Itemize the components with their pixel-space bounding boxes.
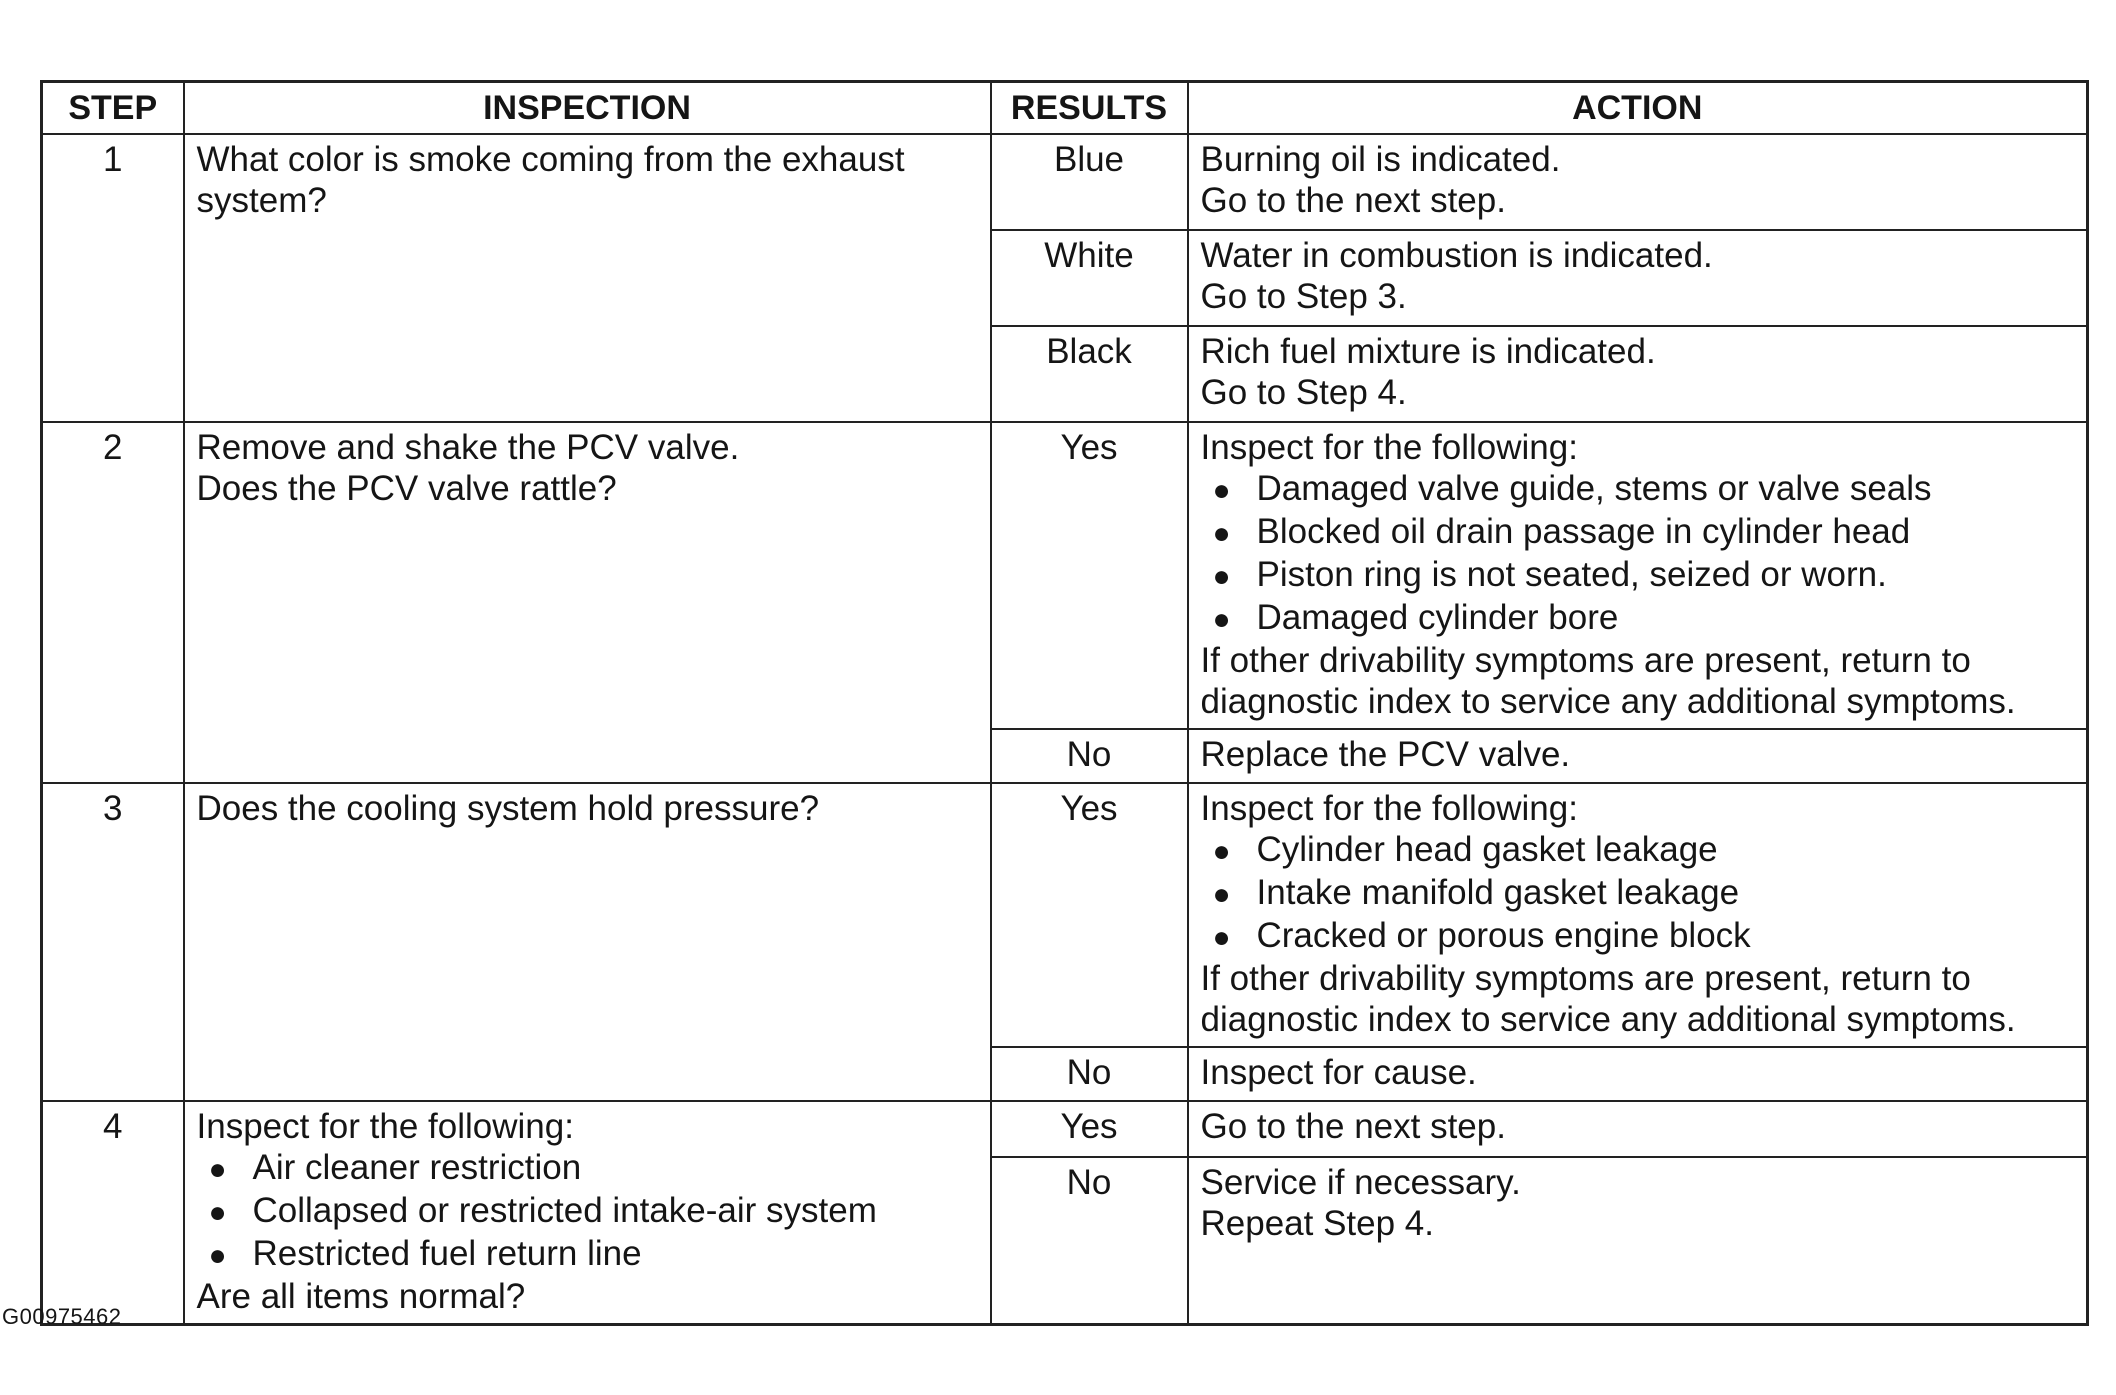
inspection-intro: Inspect for the following:	[196, 1107, 574, 1146]
action-text: diagnostic index to service any additional symptoms.	[1200, 682, 2016, 721]
bullet-icon: ●	[1212, 517, 1231, 550]
action-text: Go to Step 4.	[1200, 373, 1407, 412]
step-number: 4	[42, 1101, 184, 1325]
bullet-icon: ●	[1212, 603, 1231, 636]
bullet-item	[197, 1233, 980, 1276]
bullet-icon: ●	[208, 1239, 227, 1272]
bullet-item	[1201, 872, 2077, 915]
action-text: Go to the next step.	[1200, 1107, 1506, 1146]
table-row	[42, 783, 2088, 1047]
bullet-item	[1201, 468, 2077, 511]
bullet-item	[1201, 915, 2077, 958]
action-intro: Inspect for the following:	[1200, 789, 1578, 828]
bullet-text: Restricted fuel return line	[252, 1234, 642, 1273]
inspection-cell	[184, 422, 991, 783]
bullet-item	[1201, 597, 2077, 640]
diagnostic-table	[40, 80, 2089, 1326]
table-row	[42, 1101, 2088, 1157]
header-results: RESULTS	[991, 82, 1188, 135]
bullet-item	[197, 1147, 980, 1190]
result-cell: Black	[991, 326, 1188, 422]
bullet-text: Damaged cylinder bore	[1256, 598, 1619, 637]
bullet-text: Piston ring is not seated, seized or worn.	[1256, 555, 1887, 594]
inspection-cell	[184, 1101, 991, 1325]
action-cell	[1188, 1047, 2088, 1101]
action-text: Burning oil is indicated.	[1200, 140, 1561, 179]
action-text: Rich fuel mixture is indicated.	[1200, 332, 1656, 371]
action-intro: Inspect for the following:	[1200, 428, 1578, 467]
inspection-cell	[184, 134, 991, 422]
bullet-text: Air cleaner restriction	[252, 1148, 582, 1187]
figure-id: G00975462	[2, 1304, 122, 1329]
inspection-text: system?	[196, 181, 327, 220]
result-cell: Yes	[991, 1101, 1188, 1157]
header-action: ACTION	[1188, 82, 2088, 135]
bullet-text: Damaged valve guide, stems or valve seals	[1256, 469, 1932, 508]
inspection-text: What color is smoke coming from the exhaust	[196, 140, 905, 179]
action-text: Water in combustion is indicated.	[1200, 236, 1713, 275]
result-cell: Yes	[991, 422, 1188, 729]
bullet-icon: ●	[208, 1196, 227, 1229]
header-row	[42, 82, 2088, 135]
bullet-icon: ●	[1212, 921, 1231, 954]
bullet-icon: ●	[1212, 560, 1231, 593]
result-cell: White	[991, 230, 1188, 326]
inspection-text: Remove and shake the PCV valve.	[196, 428, 740, 467]
bullet-item	[1201, 829, 2077, 872]
action-text: Repeat Step 4.	[1200, 1203, 1434, 1243]
result-cell: No	[991, 1047, 1188, 1101]
bullet-item	[197, 1190, 980, 1233]
inspection-question: Are all items normal?	[196, 1277, 526, 1316]
action-text: Go to the next step.	[1200, 181, 1506, 220]
bullet-icon: ●	[1212, 474, 1231, 507]
result-cell: Yes	[991, 783, 1188, 1047]
bullet-item	[1201, 511, 2077, 554]
action-cell	[1188, 729, 2088, 783]
action-text: Inspect for cause.	[1200, 1053, 1477, 1092]
action-cell	[1188, 1157, 2088, 1325]
action-cell	[1188, 230, 2088, 326]
action-text: Service if necessary.	[1200, 1162, 1521, 1202]
bullet-item	[1201, 554, 2077, 597]
action-text: If other drivability symptoms are present, return to	[1200, 641, 1971, 680]
bullet-text: Blocked oil drain passage in cylinder head	[1256, 512, 1911, 551]
diagnostic-table-container	[40, 80, 2086, 1326]
action-text: diagnostic index to service any additional symptoms.	[1200, 1000, 2016, 1039]
action-cell	[1188, 422, 2088, 729]
bullet-icon: ●	[1212, 835, 1231, 868]
bullet-text: Cylinder head gasket leakage	[1256, 830, 1718, 869]
inspection-text: Does the cooling system hold pressure?	[196, 789, 820, 828]
result-cell: No	[991, 729, 1188, 783]
step-number: 1	[42, 134, 184, 422]
step-number: 2	[42, 422, 184, 783]
result-cell: No	[991, 1157, 1188, 1325]
bullet-text: Intake manifold gasket leakage	[1256, 873, 1740, 912]
header-inspection: INSPECTION	[184, 82, 991, 135]
action-text: If other drivability symptoms are present, return to	[1200, 959, 1971, 998]
bullet-text: Collapsed or restricted intake-air system	[252, 1191, 877, 1230]
result-cell: Blue	[991, 134, 1188, 230]
step-number: 3	[42, 783, 184, 1101]
table-row	[42, 134, 2088, 230]
header-step: STEP	[42, 82, 184, 135]
action-text: Go to Step 3.	[1200, 277, 1407, 316]
bullet-icon: ●	[1212, 878, 1231, 911]
action-cell	[1188, 326, 2088, 422]
action-text: Replace the PCV valve.	[1200, 735, 1571, 774]
bullet-icon: ●	[208, 1153, 227, 1186]
action-cell	[1188, 134, 2088, 230]
inspection-text: Does the PCV valve rattle?	[196, 469, 617, 508]
table-row	[42, 422, 2088, 729]
bullet-text: Cracked or porous engine block	[1256, 916, 1751, 955]
inspection-cell	[184, 783, 991, 1101]
action-cell	[1188, 1101, 2088, 1157]
action-cell	[1188, 783, 2088, 1047]
